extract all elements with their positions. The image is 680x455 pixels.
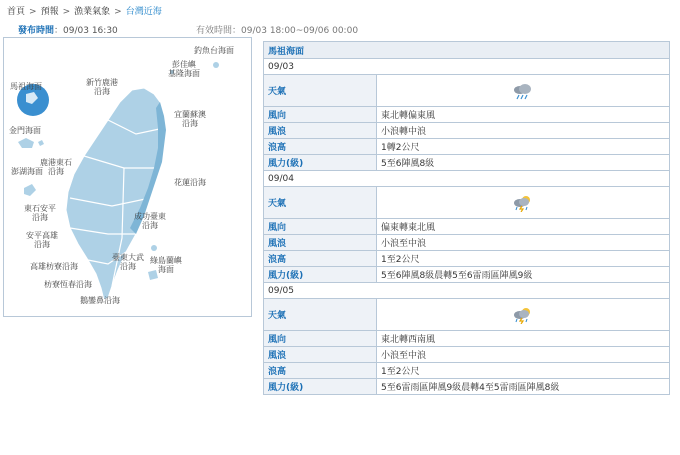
kinmen-islet-shape <box>38 140 44 146</box>
weather-row <box>264 75 670 107</box>
map-label-greenisland-line2: 海面 <box>158 265 174 274</box>
map-label-dongshi[interactable] <box>24 204 56 222</box>
map-label-dongshi-line2: 沿海 <box>32 213 48 222</box>
map-label-diaoyutai[interactable]: 釣魚台海面 <box>194 46 234 55</box>
map-label-lukang-line1: 鹿港東石 <box>40 158 72 167</box>
breadcrumb-separator: > <box>29 7 37 17</box>
wind-direction-value: 偏東轉東北風 <box>377 219 670 235</box>
wave-height-label: 浪高 <box>264 139 377 155</box>
wind-direction-label: 風向 <box>264 107 377 123</box>
wind-force-label: 風力(級) <box>264 379 377 395</box>
wave-row <box>264 347 670 363</box>
map-label-taitung-line2: 沿海 <box>120 262 136 271</box>
wind-force-value: 5至6雷雨區陣風9級晨轉4至5雷雨區陣風8級 <box>377 379 670 395</box>
breadcrumb-separator: > <box>62 7 71 17</box>
wave-height-row <box>264 139 670 155</box>
wind-direction-value: 東北轉偏東風 <box>377 107 670 123</box>
wave-height-value: 1至2公尺 <box>377 363 670 379</box>
map-label-greenisland-line1: 綠島蘭嶼 <box>150 256 182 265</box>
weather-row <box>264 299 670 331</box>
thunder-rain-icon <box>512 194 534 212</box>
penghu-island-shape[interactable] <box>24 184 36 196</box>
wind-direction-value: 東北轉西南風 <box>377 331 670 347</box>
issued-time: 發布時間：09/03 16:30 <box>18 26 118 36</box>
forecast-day-date-row <box>264 59 670 75</box>
issued-time-value: 09/03 16:30 <box>63 26 118 36</box>
diaoyutai-islet[interactable] <box>213 62 219 68</box>
forecast-area-title: 馬祖海面 <box>264 42 670 59</box>
sea-area-map <box>3 37 252 317</box>
green-island-shape[interactable] <box>151 245 157 251</box>
wind-force-row <box>264 267 670 283</box>
map-label-pengjia[interactable] <box>168 60 200 78</box>
map-label-lukang[interactable] <box>40 158 72 176</box>
map-label-chenggong[interactable] <box>134 212 166 230</box>
wave-value: 小浪轉中浪 <box>377 123 670 139</box>
weather-label: 天氣 <box>264 299 377 331</box>
map-label-anping-line1: 安平高雄 <box>26 231 58 240</box>
wave-height-value: 1轉2公尺 <box>377 139 670 155</box>
map-label-anping-line2: 沿海 <box>34 240 50 249</box>
wind-force-value: 5至6陣風8級晨轉5至6雷雨區陣風9級 <box>377 267 670 283</box>
wave-height-label: 浪高 <box>264 363 377 379</box>
weather-row <box>264 187 670 219</box>
wind-direction-label: 風向 <box>264 219 377 235</box>
thunder-rain-icon <box>512 306 534 324</box>
map-label-yilan-line2: 沿海 <box>182 119 198 128</box>
breadcrumb-fishery[interactable]: 漁業氣象 <box>74 7 111 17</box>
valid-time: 有效時間：09/03 18:00~09/06 00:00 <box>196 26 359 36</box>
forecast-date: 09/03 <box>264 59 670 75</box>
map-label-lukang-line2: 沿海 <box>48 167 64 176</box>
wind-force-value: 5至6陣風8級 <box>377 155 670 171</box>
wave-height-label: 浪高 <box>264 251 377 267</box>
map-label-dongshi-line1: 東石安平 <box>24 204 56 213</box>
map-label-anping[interactable] <box>26 231 58 249</box>
breadcrumb-separator: > <box>114 7 122 17</box>
map-label-mazu[interactable]: 馬祖海面 <box>10 82 42 91</box>
valid-time-value: 09/03 18:00~09/06 00:00 <box>241 26 359 36</box>
kinmen-island-shape[interactable] <box>18 138 34 148</box>
map-label-hsinchu-line1: 新竹鹿港 <box>86 78 118 87</box>
weather-label: 天氣 <box>264 187 377 219</box>
map-label-yilan[interactable] <box>174 110 206 128</box>
breadcrumb-current: 台灣近海 <box>125 7 162 17</box>
weather-value <box>377 75 670 107</box>
breadcrumb-home[interactable]: 首頁 <box>7 7 26 17</box>
map-label-kaohsiung[interactable]: 高雄枋寮沿海 <box>30 262 78 271</box>
wind-force-row <box>264 379 670 395</box>
wind-direction-label: 風向 <box>264 331 377 347</box>
wind-force-label: 風力(級) <box>264 267 377 283</box>
weather-label: 天氣 <box>264 75 377 107</box>
wave-label: 風浪 <box>264 235 377 251</box>
forecast-date: 09/04 <box>264 171 670 187</box>
wave-height-value: 1至2公尺 <box>377 251 670 267</box>
wave-height-row <box>264 251 670 267</box>
wind-direction-row <box>264 107 670 123</box>
forecast-day-date-row <box>264 171 670 187</box>
wind-force-row <box>264 155 670 171</box>
wave-height-row <box>264 363 670 379</box>
map-label-hsinchu[interactable] <box>86 78 118 96</box>
issued-time-label: 發布時間 <box>18 26 55 36</box>
wave-value: 小浪至中浪 <box>377 347 670 363</box>
breadcrumb <box>7 4 162 17</box>
wave-label: 風浪 <box>264 347 377 363</box>
breadcrumb-forecast[interactable]: 預報 <box>40 7 59 17</box>
taiwan-map-graphic <box>4 38 251 316</box>
weather-value <box>377 187 670 219</box>
wind-direction-row <box>264 331 670 347</box>
map-label-pengjia-line1: 彭佳嶼 <box>172 60 196 69</box>
map-label-yilan-line1: 宜蘭蘇澳 <box>174 110 206 119</box>
map-label-pengjia-line2: 基隆海面 <box>168 69 200 78</box>
wind-direction-row <box>264 219 670 235</box>
map-label-hsinchu-line2: 沿海 <box>94 87 110 96</box>
map-label-fangliao[interactable]: 枋寮恆春沿海 <box>44 280 92 289</box>
map-label-penghu[interactable]: 澎湖海面 <box>11 167 43 176</box>
wave-label: 風浪 <box>264 123 377 139</box>
map-label-taitung-line1: 臺東大武 <box>112 253 144 262</box>
wave-value: 小浪至中浪 <box>377 235 670 251</box>
forecast-table <box>263 41 670 395</box>
wave-row <box>264 123 670 139</box>
wind-force-label: 風力(級) <box>264 155 377 171</box>
cloudy-rain-icon <box>512 82 534 100</box>
wave-row <box>264 235 670 251</box>
map-label-eluanbi[interactable]: 鵝鑾鼻沿海 <box>80 296 120 305</box>
map-label-kinmen[interactable]: 金門海面 <box>9 126 41 135</box>
map-label-hualien[interactable]: 花蓮沿海 <box>174 178 206 187</box>
map-label-greenisland[interactable] <box>150 256 182 274</box>
map-label-chenggong-line2: 沿海 <box>142 221 158 230</box>
map-label-chenggong-line1: 成功臺東 <box>134 212 166 221</box>
weather-value <box>377 299 670 331</box>
map-label-taitung[interactable] <box>112 253 144 271</box>
forecast-date: 09/05 <box>264 283 670 299</box>
forecast-area-header <box>264 42 670 59</box>
valid-time-label: 有效時間 <box>196 26 233 36</box>
forecast-day-date-row <box>264 283 670 299</box>
